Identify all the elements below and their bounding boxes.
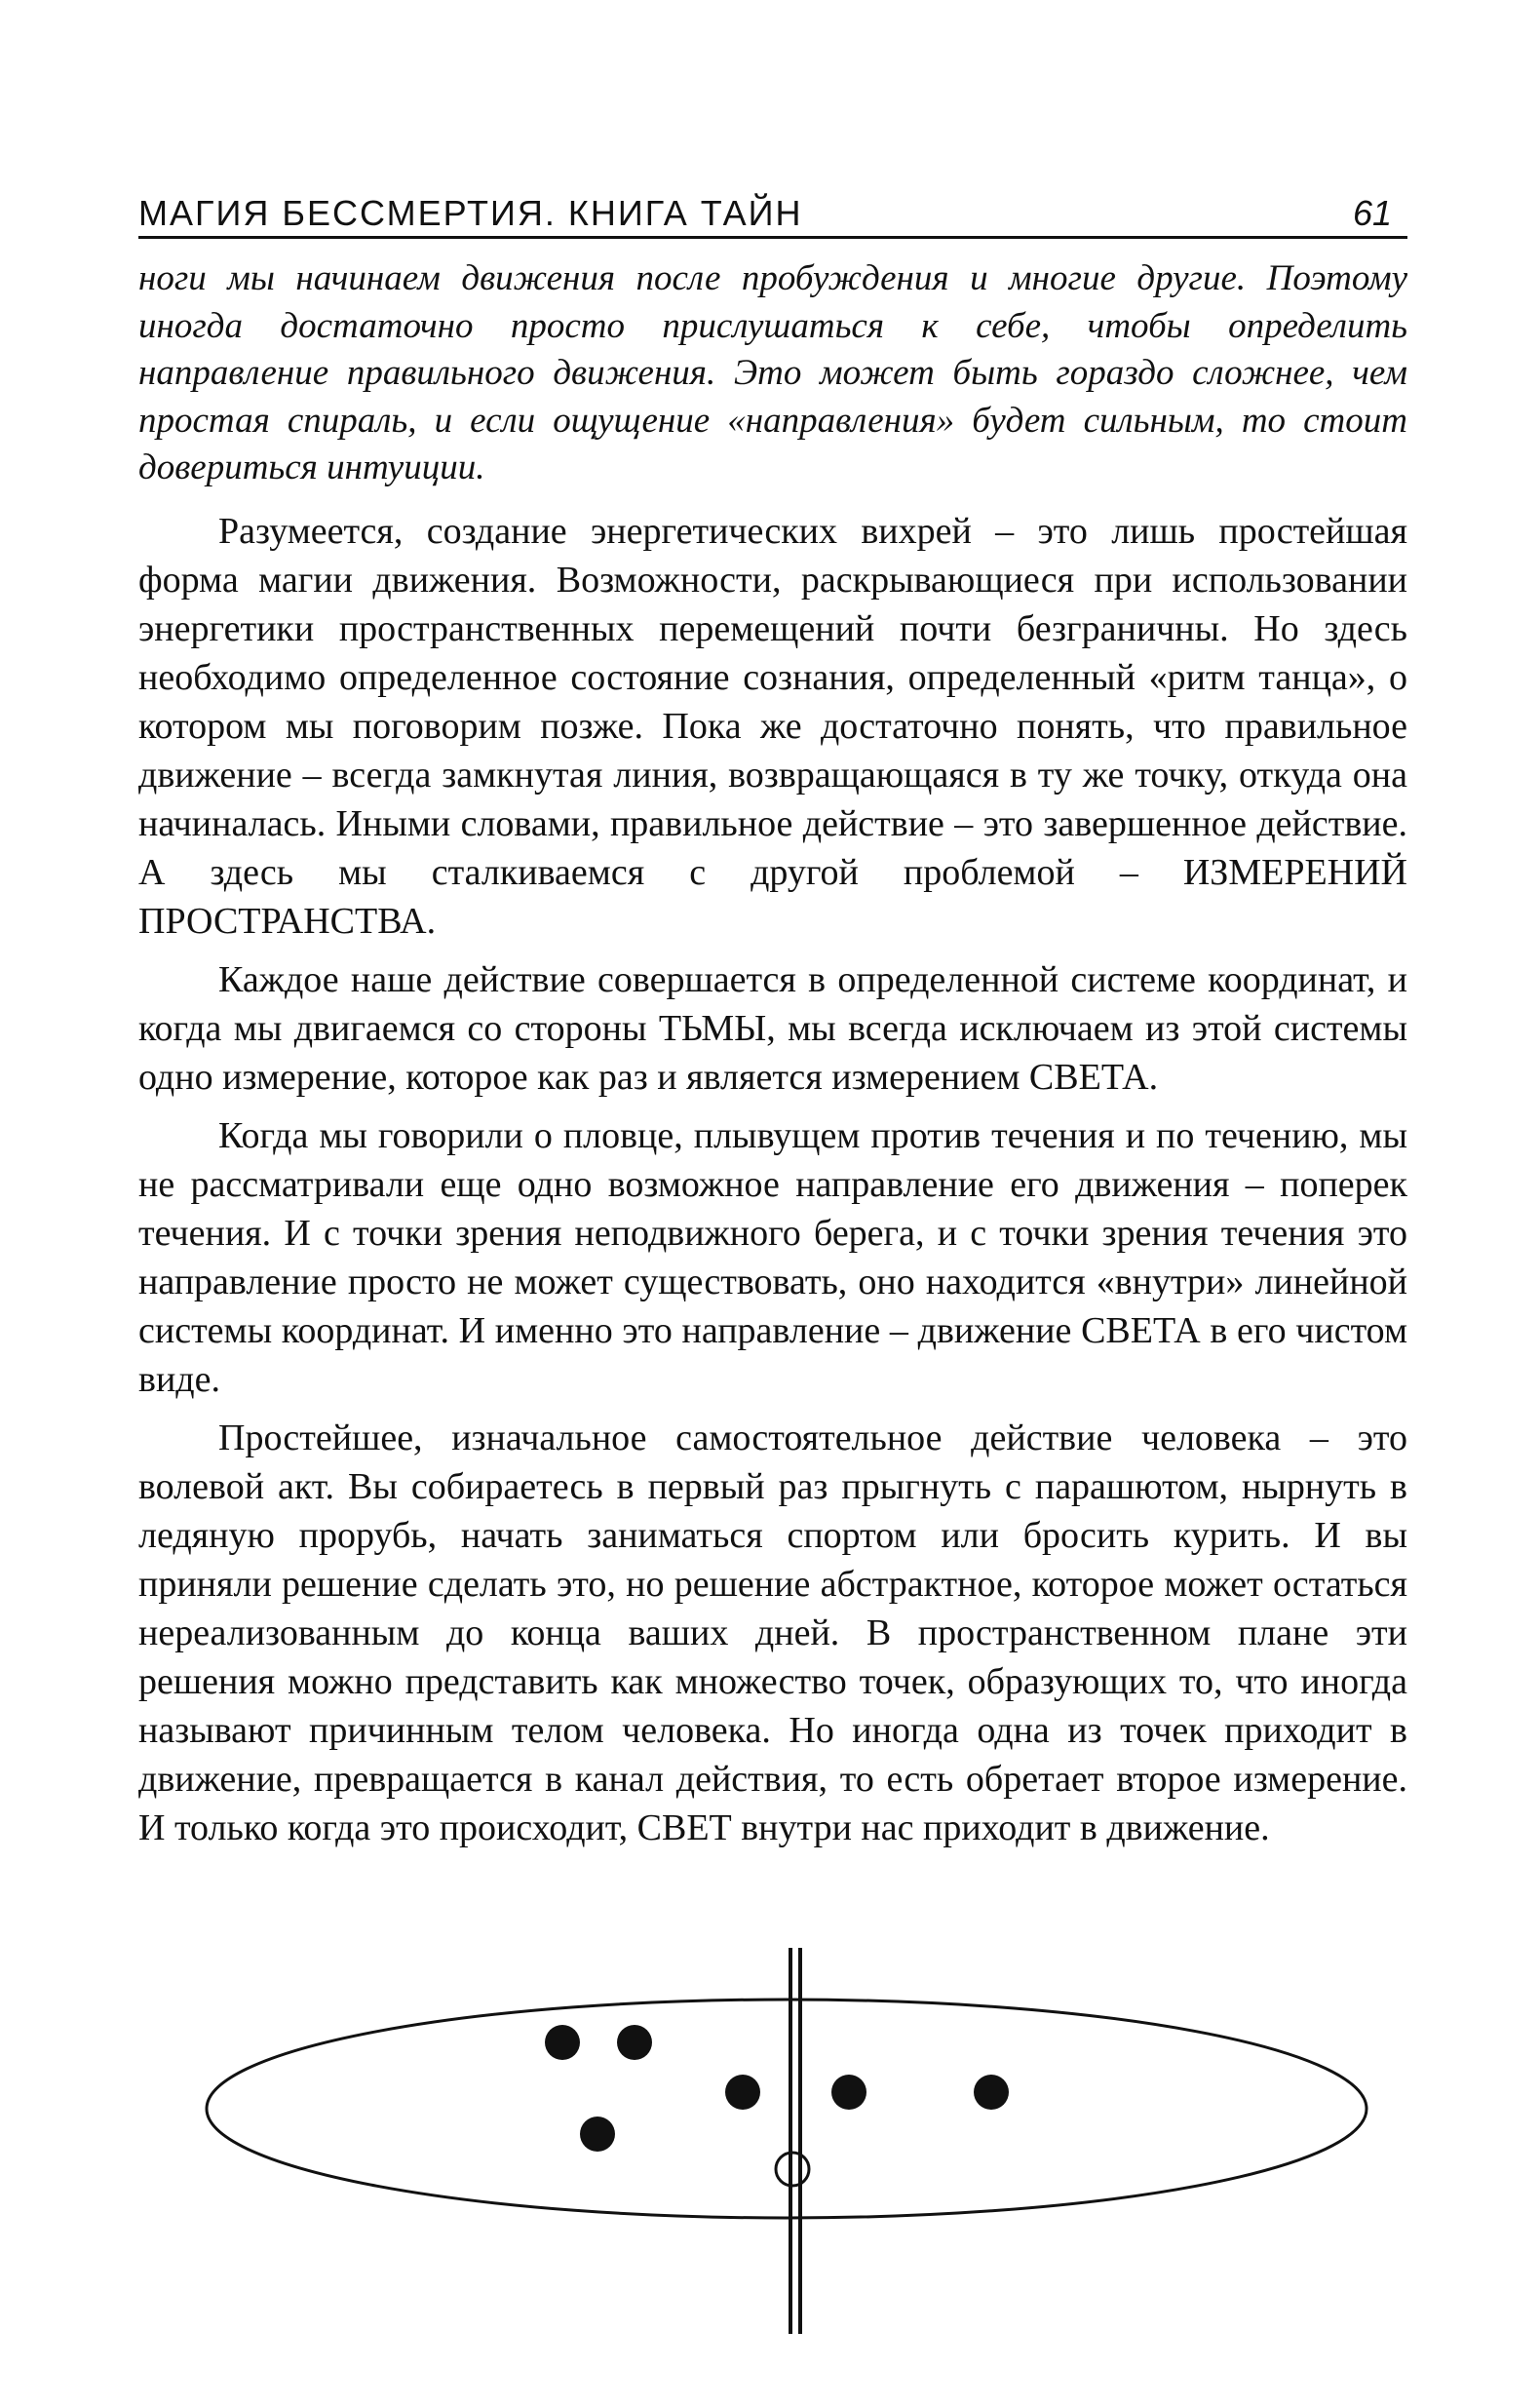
- italic-paragraph-text: ноги мы начинаем движения после пробуждения и многие другие. Поэтому иногда достаточно просто прислушаться к себе, чтобы определить направление правильного движения. Это может быть гораздо сложнее, чем простая спираль, и если ощущение «направления» будет сильным, то стоит довериться интуиции.: [138, 258, 1407, 487]
- paragraph-3: Когда мы говорили о пловце, плывущем против течения и по течению, мы не рассматривали еще одно возможное направление его движения – поперек течения. И с точки зрения неподвижного берега, и с точки зрения течения это направление просто не может существовать, оно находится «внутри» линейной системы координат. И именно это направление – движение СВЕТА в его чистом виде.: [138, 1115, 1407, 1400]
- paragraph-4: Простейшее, изначальное самостоятельное действие человека – это волевой акт. Вы собираетесь в первый раз прыгнуть с парашютом, нырнуть в ледяную прорубь, начать заниматься спортом или бросить курить. И вы приняли решение сделать это, но решение абстрактное, которое может остаться нереализованным до конца ваших дней. В пространственном плане эти решения можно представить как множество точек, образующих то, что иногда называют причинным телом человека. Но иногда одна из точек приходит в движение, превращается в канал действия, то есть обретает второе измерение. И только когда это происходит, СВЕТ внутри нас приходит в движение.: [138, 1418, 1407, 1848]
- italic-paragraph: [138, 255, 1407, 502]
- main-text: [138, 507, 1407, 1862]
- diagram-figure: [195, 1948, 1394, 2338]
- point: [725, 2075, 760, 2110]
- point: [545, 2025, 580, 2060]
- page-number: 61: [1352, 193, 1392, 233]
- point: [580, 2117, 615, 2152]
- point: [974, 2075, 1009, 2110]
- paragraph-2: Каждое наше действие совершается в определенной системе координат, и когда мы двигаемся со стороны ТЬМЫ, мы всегда исключаем из этой системы одно измерение, которое как раз и является измерением СВЕТА.: [138, 959, 1407, 1098]
- point: [617, 2025, 652, 2060]
- book-title: МАГИЯ БЕССМЕРТИЯ. КНИГА ТАЙН: [138, 193, 803, 233]
- running-header: [138, 191, 1407, 239]
- point: [831, 2075, 866, 2110]
- points-group: [545, 2025, 1009, 2152]
- paragraph-1: Разумеется, создание энергетических вихрей – это лишь простейшая форма магии движения. Возможности, раскрывающиеся при использовании энергетики пространственных перемещений почти безграничны. Но здесь необходимо определенное состояние сознания, определенный «ритм танца», о котором мы поговорим позже. Пока же достаточно понять, что правильное движение – всегда замкнутая линия, возвращающаяся в ту же точку, откуда она начиналась. Иными словами, правильное действие – это завершенное действие. А здесь мы сталкиваемся с другой проблемой – ИЗМЕРЕНИЙ ПРОСТРАНСТВА.: [138, 511, 1407, 942]
- diagram-lines: [207, 1948, 1367, 2334]
